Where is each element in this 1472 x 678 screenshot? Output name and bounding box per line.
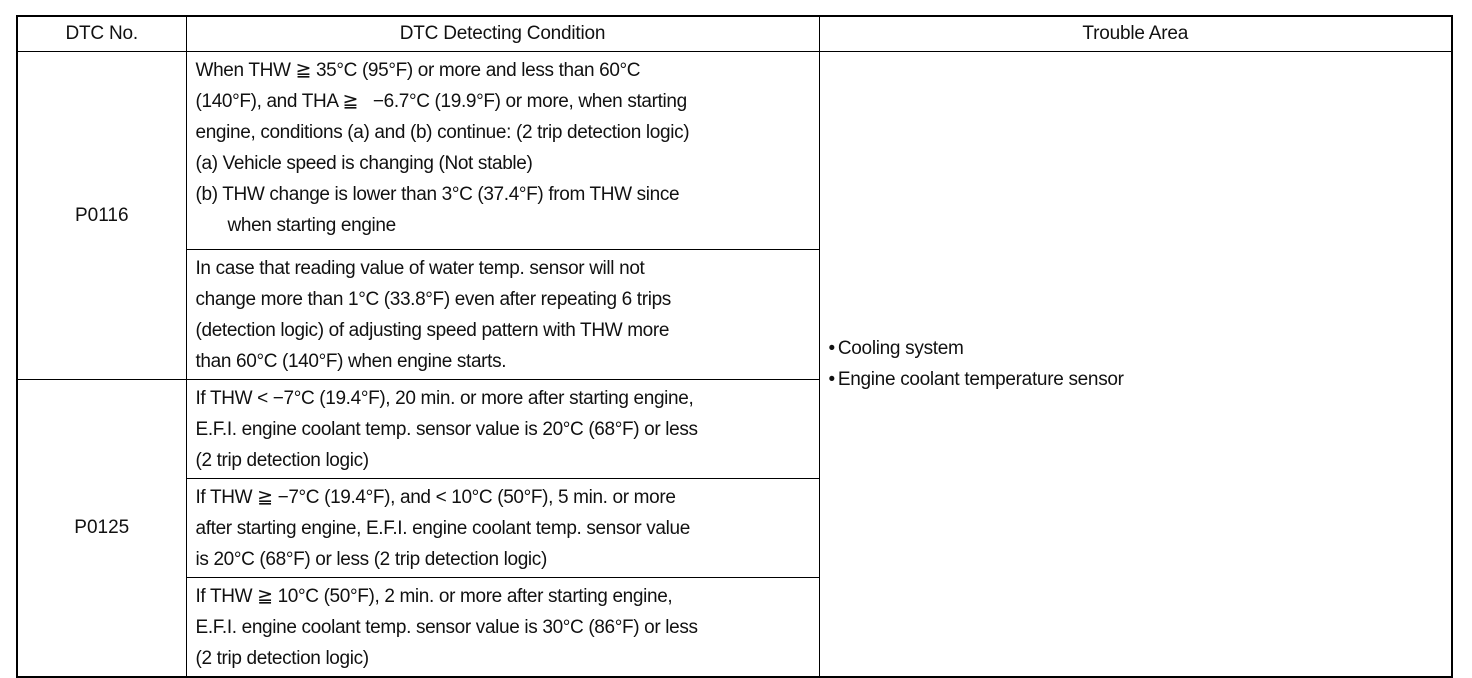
condition-line: when starting engine bbox=[227, 215, 396, 236]
condition-line: change more than 1°C (33.8°F) even after repeating 6 trips bbox=[195, 289, 671, 310]
trouble-area-item: • Cooling system bbox=[829, 333, 1452, 364]
condition-line: is 20°C (68°F) or less (2 trip detection logic) bbox=[195, 549, 547, 570]
condition-line: In case that reading value of water temp. sensor will not bbox=[195, 258, 645, 279]
condition-line: (detection logic) of adjusting speed pattern with THW more bbox=[195, 320, 670, 341]
condition-line: E.F.I. engine coolant temp. sensor value is 20°C (68°F) or less bbox=[195, 419, 698, 440]
dtc-table bbox=[16, 15, 1453, 678]
condition-line: (2 trip detection logic) bbox=[195, 648, 369, 669]
condition-line: (2 trip detection logic) bbox=[195, 450, 369, 471]
trouble-area-cell bbox=[819, 52, 1452, 678]
condition-cell bbox=[186, 250, 819, 380]
condition-cell bbox=[186, 479, 819, 578]
condition-cell bbox=[186, 578, 819, 678]
header-condition: DTC Detecting Condition bbox=[186, 16, 819, 52]
condition-line: (a) Vehicle speed is changing (Not stable) bbox=[195, 153, 533, 174]
condition-line: engine, conditions (a) and (b) continue: (2 trip detection logic) bbox=[195, 122, 690, 143]
dtc-code: P0116 bbox=[17, 52, 186, 380]
condition-line: When THW ≧ 35°C (95°F) or more and less than 60°C bbox=[195, 60, 641, 81]
dtc-code: P0125 bbox=[17, 380, 186, 678]
condition-line: (b) THW change is lower than 3°C (37.4°F) from THW since bbox=[195, 184, 680, 205]
condition-line: If THW < −7°C (19.4°F), 20 min. or more after starting engine, bbox=[195, 388, 694, 409]
table-row bbox=[17, 52, 1452, 250]
header-dtc-no: DTC No. bbox=[17, 16, 186, 52]
header-row bbox=[17, 16, 1452, 52]
condition-line: (140°F), and THA ≧ −6.7°C (19.9°F) or more, when starting bbox=[195, 91, 687, 112]
condition-line: If THW ≧ 10°C (50°F), 2 min. or more after starting engine, bbox=[195, 586, 673, 607]
condition-line: after starting engine, E.F.I. engine coolant temp. sensor value bbox=[195, 518, 690, 539]
condition-line: E.F.I. engine coolant temp. sensor value is 30°C (86°F) or less bbox=[195, 617, 698, 638]
trouble-area-item: • Engine coolant temperature sensor bbox=[829, 364, 1452, 395]
condition-cell bbox=[186, 52, 819, 250]
condition-cell bbox=[186, 380, 819, 479]
condition-line: than 60°C (140°F) when engine starts. bbox=[195, 351, 507, 372]
header-trouble-area: Trouble Area bbox=[819, 16, 1452, 52]
condition-line: If THW ≧ −7°C (19.4°F), and < 10°C (50°F), 5 min. or more bbox=[195, 487, 676, 508]
